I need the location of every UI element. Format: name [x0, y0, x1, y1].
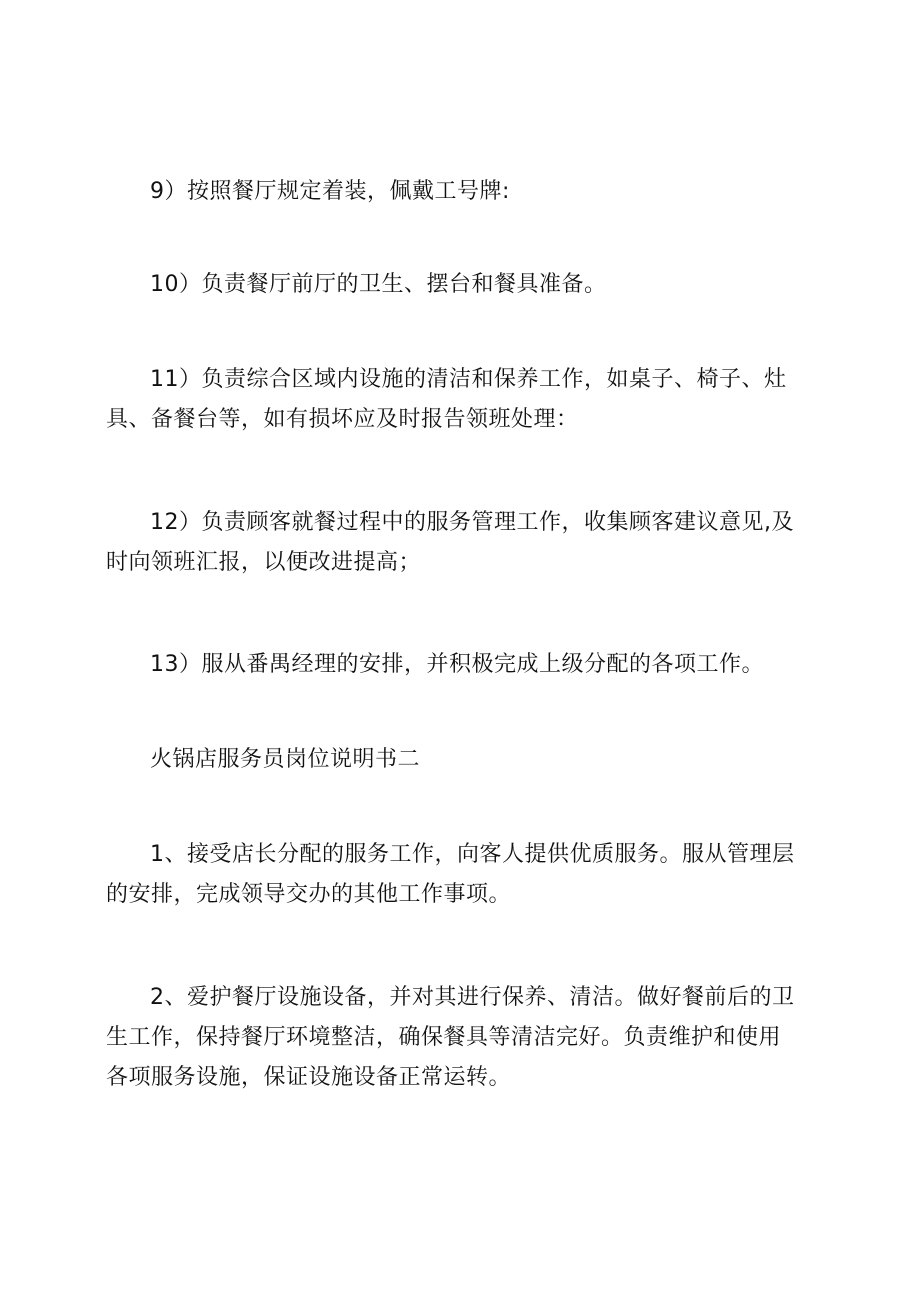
paragraph-item-12	[106, 503, 806, 583]
paragraph-line: 11）负责综合区域内设施的清洁和保养工作，如桌子、椅子、灶	[150, 367, 787, 392]
paragraph-line: 12）负责顾客就餐过程中的服务管理工作，收集顾客建议意见,及	[150, 510, 794, 535]
paragraph-line: 1、接受店长分配的服务工作，向客人提供优质服务。服从管理层	[150, 842, 795, 867]
paragraph-line: 生工作，保持餐厅环境整洁，确保餐具等清洁完好。负责维护和使用	[106, 1025, 782, 1050]
paragraph-line: 具、备餐台等，如有损坏应及时报告领班处理：	[106, 407, 579, 432]
paragraph-item-1	[106, 835, 806, 915]
paragraph-item-11	[106, 360, 806, 440]
paragraph-item-9	[106, 172, 806, 212]
paragraph-item-10	[106, 265, 806, 305]
paragraph-item-13	[106, 645, 806, 685]
paragraph-line: 各项服务设施，保证设施设备正常运转。	[106, 1065, 512, 1090]
paragraph-line: 的安排，完成领导交办的其他工作事项。	[106, 882, 512, 907]
paragraph-line: 13）服从番禺经理的安排，并积极完成上级分配的各项工作。	[150, 652, 764, 677]
section-title: 火锅店服务员岗位说明书二	[150, 747, 421, 772]
paragraph-line: 9）按照餐厅规定着装，佩戴工号牌:	[150, 179, 510, 204]
paragraph-line: 10）负责餐厅前厅的卫生、摆台和餐具准备。	[150, 272, 607, 297]
section-heading	[106, 740, 806, 780]
paragraph-line: 时向领班汇报，以便改进提高；	[106, 550, 422, 575]
paragraph-line: 2、爱护餐厅设施设备，并对其进行保养、清洁。做好餐前后的卫	[150, 985, 795, 1010]
paragraph-item-2	[106, 978, 806, 1098]
